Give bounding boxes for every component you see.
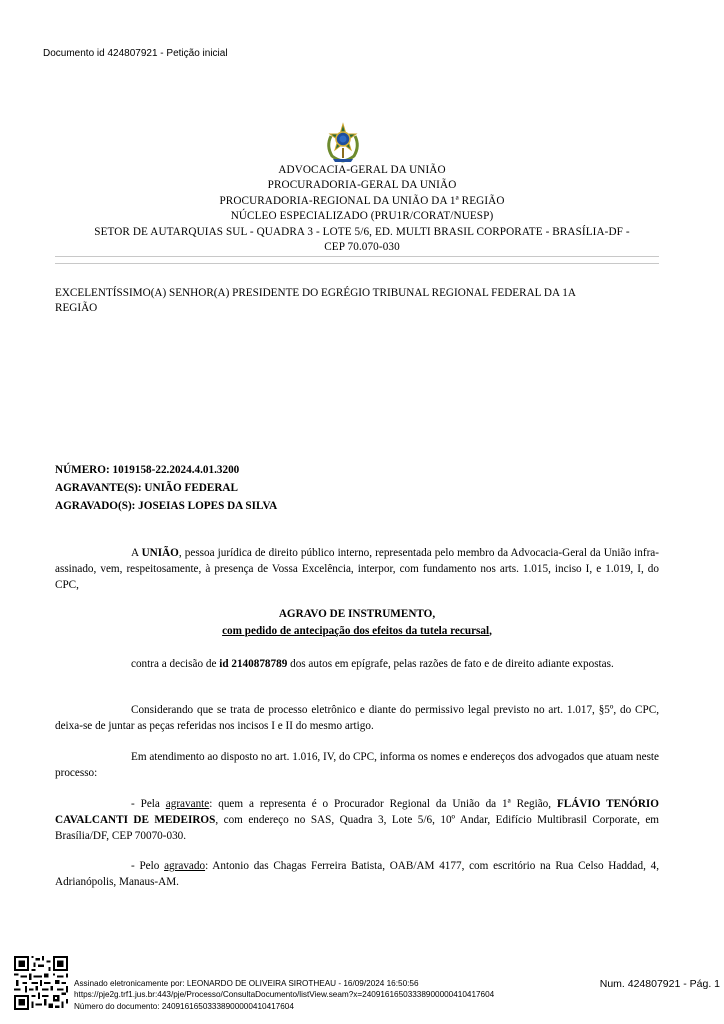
- petition-subtitle: [55, 623, 659, 640]
- text-run: , com endereço no SAS, Quadra 3, Lote 5/6, 10º Andar, Edifício Multibrasil Corporate, em Brasília/DF, CEP 70070-030.: [55, 814, 659, 842]
- text-run: : quem a representa é o Procurador Regional da União da 1ª Região,: [209, 798, 557, 810]
- letterhead-line: SETOR DE AUTARQUIAS SUL - QUADRA 3 - LOTE 5/6, ED. MULTI BRASIL CORPORATE - BRASÍLIA-DF -: [94, 225, 630, 238]
- text-run: dos autos em epígrafe, pelas razões de fato e de direito adiante expostas.: [287, 658, 614, 670]
- letterhead-line: NÚCLEO ESPECIALIZADO (PRU1R/CORAT/NUESP): [230, 210, 494, 223]
- signature-footer: [74, 978, 494, 1012]
- verification-url[interactable]: https://pje2g.trf1.jus.br:443/pje/Processo/ConsultaDocumento/listView.seam?x=24091616503338900000410417604: [74, 990, 495, 1000]
- petition-subtitle-text: com pedido de antecipação dos efeitos da tutela recursal: [222, 625, 490, 637]
- letterhead-line: CEP 70.070-030: [324, 241, 400, 254]
- signature-line: Assinado eletronicamente por: LEONARDO DE OLIVEIRA SIROTHEAU - 16/09/2024 16:50:56: [74, 979, 419, 988]
- letterhead-line: PROCURADORIA-GERAL DA UNIÃO: [267, 179, 457, 192]
- case-number: NÚMERO: 1019158-22.2024.4.01.3200: [55, 464, 240, 476]
- case-info: [55, 461, 277, 515]
- text-run: : Antonio das Chagas Ferreira Batista, OAB/AM 4177, com escritório na Rua Celso Haddad, 4, Adrianópolis, Manaus-AM.: [55, 860, 659, 888]
- party-name: UNIÃO: [141, 547, 179, 559]
- coat-of-arms-icon: [323, 122, 363, 164]
- text-run: Em atendimento ao disposto no art. 1.016, IV, do CPC, informa os nomes e endereços dos advogados que atuam neste processo:: [55, 751, 659, 779]
- paragraph-decision: [55, 656, 659, 672]
- text-run: , pessoa jurídica de direito público interno, representada pelo membro da Advocacia-Geral da União infra-assinado, vem, respeitosamente, à presença de Vossa Excelência, interpor, com fundamento nos arts. 1.015, inciso I, e 1.019, I, do CPC,: [55, 547, 659, 591]
- text-run: - Pela: [131, 798, 166, 810]
- text-run: Considerando que se trata de processo eletrônico e diante do permissivo legal previsto no art. 1.017, §5º, do CPC, deixa-se de juntar as peças referidas nos incisos I e II do mesmo artigo.: [55, 704, 659, 732]
- party-label: agravante: [165, 798, 210, 810]
- petition-title: [55, 606, 659, 640]
- letterhead-line: ADVOCACIA-GERAL DA UNIÃO: [278, 164, 446, 176]
- attorney-name: FLÁVIO TENÓRIO CAVALCANTI DE MEDEIROS: [55, 798, 659, 826]
- paragraph-agravante: [55, 796, 659, 844]
- paragraph-agravado: [55, 858, 659, 890]
- header-divider: [55, 256, 659, 257]
- case-agravado: AGRAVADO(S): JOSEIAS LOPES DA SILVA: [55, 500, 278, 512]
- document-id-header: Documento id 424807921 - Petição inicial: [43, 48, 228, 59]
- qr-code-icon: [14, 956, 68, 1010]
- text-run: - Pelo: [131, 860, 165, 872]
- letterhead-line: PROCURADORIA-REGIONAL DA UNIÃO DA 1ª REGIÃO: [219, 194, 505, 207]
- text-run: contra a decisão de: [131, 658, 220, 670]
- letterhead: [50, 163, 674, 255]
- paragraph-lawyers: [55, 749, 659, 781]
- party-label: agravado: [164, 860, 206, 872]
- header-divider: [55, 263, 659, 264]
- paragraph-intro: [55, 545, 659, 593]
- petition-title-line: AGRAVO DE INSTRUMENTO,: [278, 608, 436, 620]
- text-run: A: [131, 547, 142, 559]
- case-agravante: AGRAVANTE(S): UNIÃO FEDERAL: [55, 482, 238, 494]
- text-run: ,: [489, 625, 492, 637]
- paragraph-electronic: [55, 702, 659, 734]
- addressee: EXCELENTÍSSIMO(A) SENHOR(A) PRESIDENTE DO EGRÉGIO TRIBUNAL REGIONAL FEDERAL DA 1A REGIÃO: [55, 287, 576, 314]
- page-number: Num. 424807921 - Pág. 1: [599, 978, 720, 990]
- document-number: Número do documento: 24091616503338900000410417604: [74, 1001, 294, 1011]
- decision-id: id 2140878789: [219, 658, 288, 670]
